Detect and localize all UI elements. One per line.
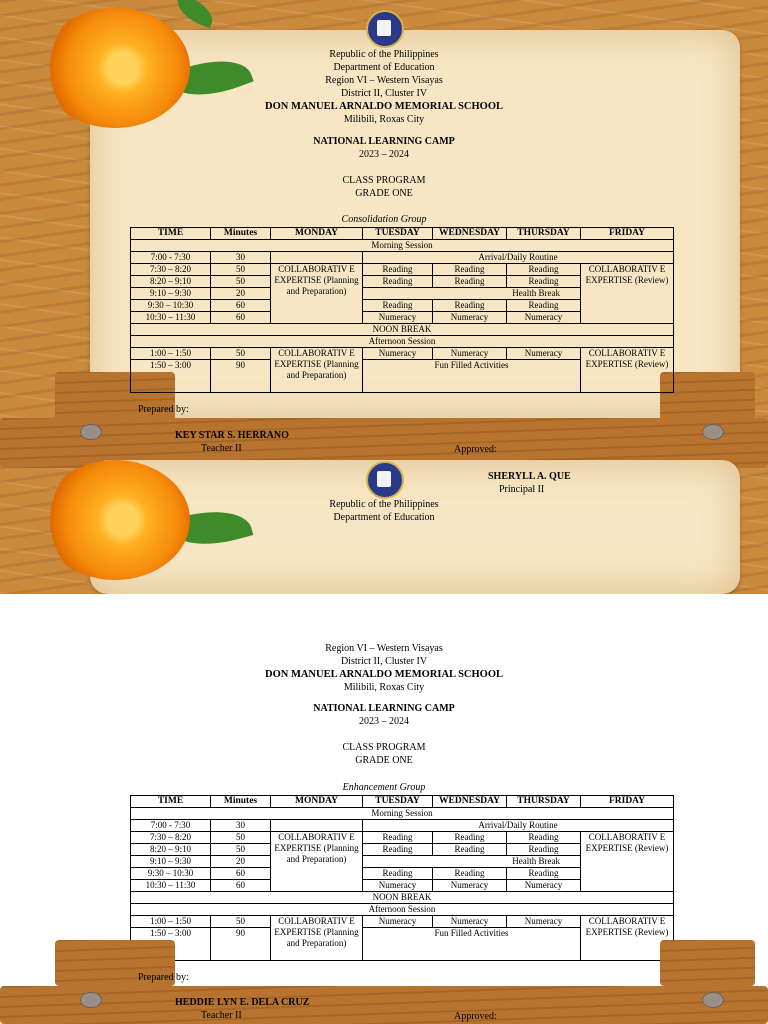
minutes-cell: 60: [211, 880, 271, 892]
time-cell: 9:30 – 10:30: [131, 300, 211, 312]
minutes-cell: 50: [211, 276, 271, 288]
table-row: [131, 820, 674, 832]
col-minutes: Minutes: [211, 228, 271, 240]
principal-title: Principal II: [499, 484, 545, 495]
teacher-name: KEY STAR S. HERRANO: [175, 430, 289, 441]
subject-cell: Reading: [507, 264, 581, 276]
friday-cell: COLLABORATIV E EXPERTISE (Review): [581, 832, 674, 892]
subject-cell: Reading: [363, 276, 433, 288]
school-name: DON MANUEL ARNALDO MEMORIAL SCHOOL: [264, 101, 504, 112]
minutes-cell: 90: [211, 360, 271, 393]
department-line-2: Department of Education: [333, 512, 435, 523]
time-cell: 1:50 – 3:00: [131, 360, 211, 393]
page-2: [0, 594, 768, 1024]
afternoon-session: Afternoon Session: [131, 336, 674, 348]
time-cell: 1:00 – 1:50: [131, 348, 211, 360]
subject-cell: Reading: [363, 300, 433, 312]
time-cell: 1:00 – 1:50: [131, 916, 211, 928]
health-break-cell: Health Break: [363, 856, 581, 868]
group-label: Enhancement Group: [342, 782, 426, 793]
afternoon-session: Afternoon Session: [131, 904, 674, 916]
time-cell: 7:30 – 8:20: [131, 832, 211, 844]
grade-title: GRADE ONE: [355, 188, 413, 199]
noon-break: NOON BREAK: [131, 324, 674, 336]
subject-cell: Reading: [363, 844, 433, 856]
table-header-row: [131, 228, 674, 240]
subject-cell: Reading: [433, 868, 507, 880]
department-line: Department of Education: [333, 62, 435, 73]
subject-cell: Numeracy: [363, 348, 433, 360]
col-tuesday: TUESDAY: [363, 796, 433, 808]
region-line: Region VI – Western Visayas: [325, 75, 443, 86]
approved-label: Approved:: [454, 444, 497, 455]
region-line: Region VI – Western Visayas: [325, 643, 443, 654]
grade-title: GRADE ONE: [355, 755, 413, 766]
noon-break: NOON BREAK: [131, 892, 674, 904]
col-monday: MONDAY: [271, 796, 363, 808]
teacher-name: HEDDIE LYN E. DELA CRUZ: [175, 997, 310, 1008]
schedule-table-2: [130, 795, 674, 961]
subject-cell: Reading: [433, 276, 507, 288]
morning-session: Morning Session: [131, 808, 674, 820]
school-address: Milibili, Roxas City: [343, 682, 425, 693]
col-wednesday: WEDNESDAY: [433, 796, 507, 808]
subject-cell: Numeracy: [433, 880, 507, 892]
time-cell: 7:30 – 8:20: [131, 264, 211, 276]
monday-cell: COLLABORATIV E EXPERTISE (Planning and Preparation): [271, 348, 363, 393]
minutes-cell: 20: [211, 856, 271, 868]
nail-right: [702, 424, 724, 440]
camp-title: NATIONAL LEARNING CAMP: [313, 136, 455, 147]
table-row: [131, 916, 674, 928]
friday-cell: COLLABORATIV E EXPERTISE (Review): [581, 264, 674, 324]
program-title: CLASS PROGRAM: [342, 175, 426, 186]
minutes-cell: 50: [211, 264, 271, 276]
school-address: Milibili, Roxas City: [343, 114, 425, 125]
fun-activities-cell: Fun Filled Activities: [363, 360, 581, 393]
table-header-row: [131, 796, 674, 808]
wood-plank-right: [660, 372, 755, 422]
time-cell: 9:30 – 10:30: [131, 868, 211, 880]
col-friday: FRIDAY: [581, 228, 674, 240]
time-cell: 1:50 – 3:00: [131, 928, 211, 961]
time-cell: 9:10 – 9:30: [131, 288, 211, 300]
col-minutes: Minutes: [211, 796, 271, 808]
subject-cell: Reading: [363, 868, 433, 880]
nail-left: [80, 424, 102, 440]
morning-session: Morning Session: [131, 240, 674, 252]
col-thursday: THURSDAY: [507, 796, 581, 808]
district-line: District II, Cluster IV: [340, 88, 428, 99]
subject-cell: Numeracy: [507, 348, 581, 360]
minutes-cell: 90: [211, 928, 271, 961]
fun-activities-cell: Fun Filled Activities: [363, 928, 581, 961]
subject-cell: Reading: [507, 300, 581, 312]
friday-cell: COLLABORATIV E EXPERTISE (Review): [581, 916, 674, 961]
program-title: CLASS PROGRAM: [342, 742, 426, 753]
subject-cell: Numeracy: [433, 348, 507, 360]
minutes-cell: 60: [211, 300, 271, 312]
school-year: 2023 – 2024: [359, 149, 409, 160]
monday-cell: COLLABORATIV E EXPERTISE (Planning and Preparation): [271, 264, 363, 324]
subject-cell: Reading: [507, 844, 581, 856]
table-row: [131, 832, 674, 844]
col-wednesday: WEDNESDAY: [433, 228, 507, 240]
subject-cell: Reading: [433, 844, 507, 856]
nail-right: [702, 992, 724, 1008]
deped-seal-2: [366, 461, 404, 499]
activity-cell: Arrival/Daily Routine: [363, 252, 674, 264]
school-year: 2023 – 2024: [359, 716, 409, 727]
subject-cell: Reading: [363, 264, 433, 276]
subject-cell: Reading: [433, 832, 507, 844]
principal-name: SHERYLL A. QUE: [488, 471, 571, 482]
subject-cell: Reading: [507, 276, 581, 288]
republic-line-2: Republic of the Philippines: [329, 499, 439, 510]
teacher-title: Teacher II: [201, 443, 242, 454]
subject-cell: Reading: [507, 868, 581, 880]
health-break-cell: Health Break: [363, 288, 581, 300]
prepared-by-label: Prepared by:: [138, 404, 189, 415]
col-time: TIME: [131, 228, 211, 240]
col-monday: MONDAY: [271, 228, 363, 240]
subject-cell: Reading: [433, 300, 507, 312]
schedule-table: [130, 227, 674, 393]
monday-cell: COLLABORATIV E EXPERTISE (Planning and Preparation): [271, 832, 363, 892]
minutes-cell: 20: [211, 288, 271, 300]
minutes-cell: 60: [211, 868, 271, 880]
table-row: [131, 348, 674, 360]
subject-cell: Numeracy: [363, 880, 433, 892]
minutes-cell: 50: [211, 832, 271, 844]
time-cell: 9:10 – 9:30: [131, 856, 211, 868]
camp-title: NATIONAL LEARNING CAMP: [313, 703, 455, 714]
col-tuesday: TUESDAY: [363, 228, 433, 240]
minutes-cell: 50: [211, 844, 271, 856]
subject-cell: Numeracy: [507, 916, 581, 928]
subject-cell: Numeracy: [507, 880, 581, 892]
approved-label: Approved:: [454, 1011, 497, 1022]
table-row: [131, 264, 674, 276]
monday-cell: COLLABORATIV E EXPERTISE (Planning and Preparation): [271, 916, 363, 961]
subject-cell: Reading: [363, 832, 433, 844]
subject-cell: Numeracy: [363, 916, 433, 928]
minutes-cell: 60: [211, 312, 271, 324]
col-friday: FRIDAY: [581, 796, 674, 808]
time-cell: 10:30 – 11:30: [131, 312, 211, 324]
nail-left: [80, 992, 102, 1008]
group-label: Consolidation Group: [341, 214, 427, 225]
time-cell: 8:20 – 9:10: [131, 844, 211, 856]
teacher-title: Teacher II: [201, 1010, 242, 1021]
time-cell: 8:20 – 9:10: [131, 276, 211, 288]
subject-cell: Reading: [433, 264, 507, 276]
subject-cell: Reading: [507, 832, 581, 844]
friday-cell: COLLABORATIV E EXPERTISE (Review): [581, 348, 674, 393]
time-cell: 7:00 - 7:30: [131, 820, 211, 832]
minutes-cell: 50: [211, 916, 271, 928]
wood-plank-bottom: [0, 986, 768, 1024]
minutes-cell: 30: [211, 820, 271, 832]
minutes-cell: 50: [211, 348, 271, 360]
prepared-by-label: Prepared by:: [138, 972, 189, 983]
time-cell: 10:30 – 11:30: [131, 880, 211, 892]
col-time: TIME: [131, 796, 211, 808]
subject-cell: Numeracy: [507, 312, 581, 324]
school-name: DON MANUEL ARNALDO MEMORIAL SCHOOL: [264, 669, 504, 680]
activity-cell: Arrival/Daily Routine: [363, 820, 674, 832]
subject-cell: Numeracy: [433, 916, 507, 928]
district-line: District II, Cluster IV: [340, 656, 428, 667]
col-thursday: THURSDAY: [507, 228, 581, 240]
table-row: [131, 252, 674, 264]
subject-cell: Numeracy: [433, 312, 507, 324]
deped-seal: [366, 10, 404, 48]
republic-line: Republic of the Philippines: [329, 49, 439, 60]
time-cell: 7:00 - 7:30: [131, 252, 211, 264]
minutes-cell: 30: [211, 252, 271, 264]
wood-plank-right: [660, 940, 755, 986]
subject-cell: Numeracy: [363, 312, 433, 324]
